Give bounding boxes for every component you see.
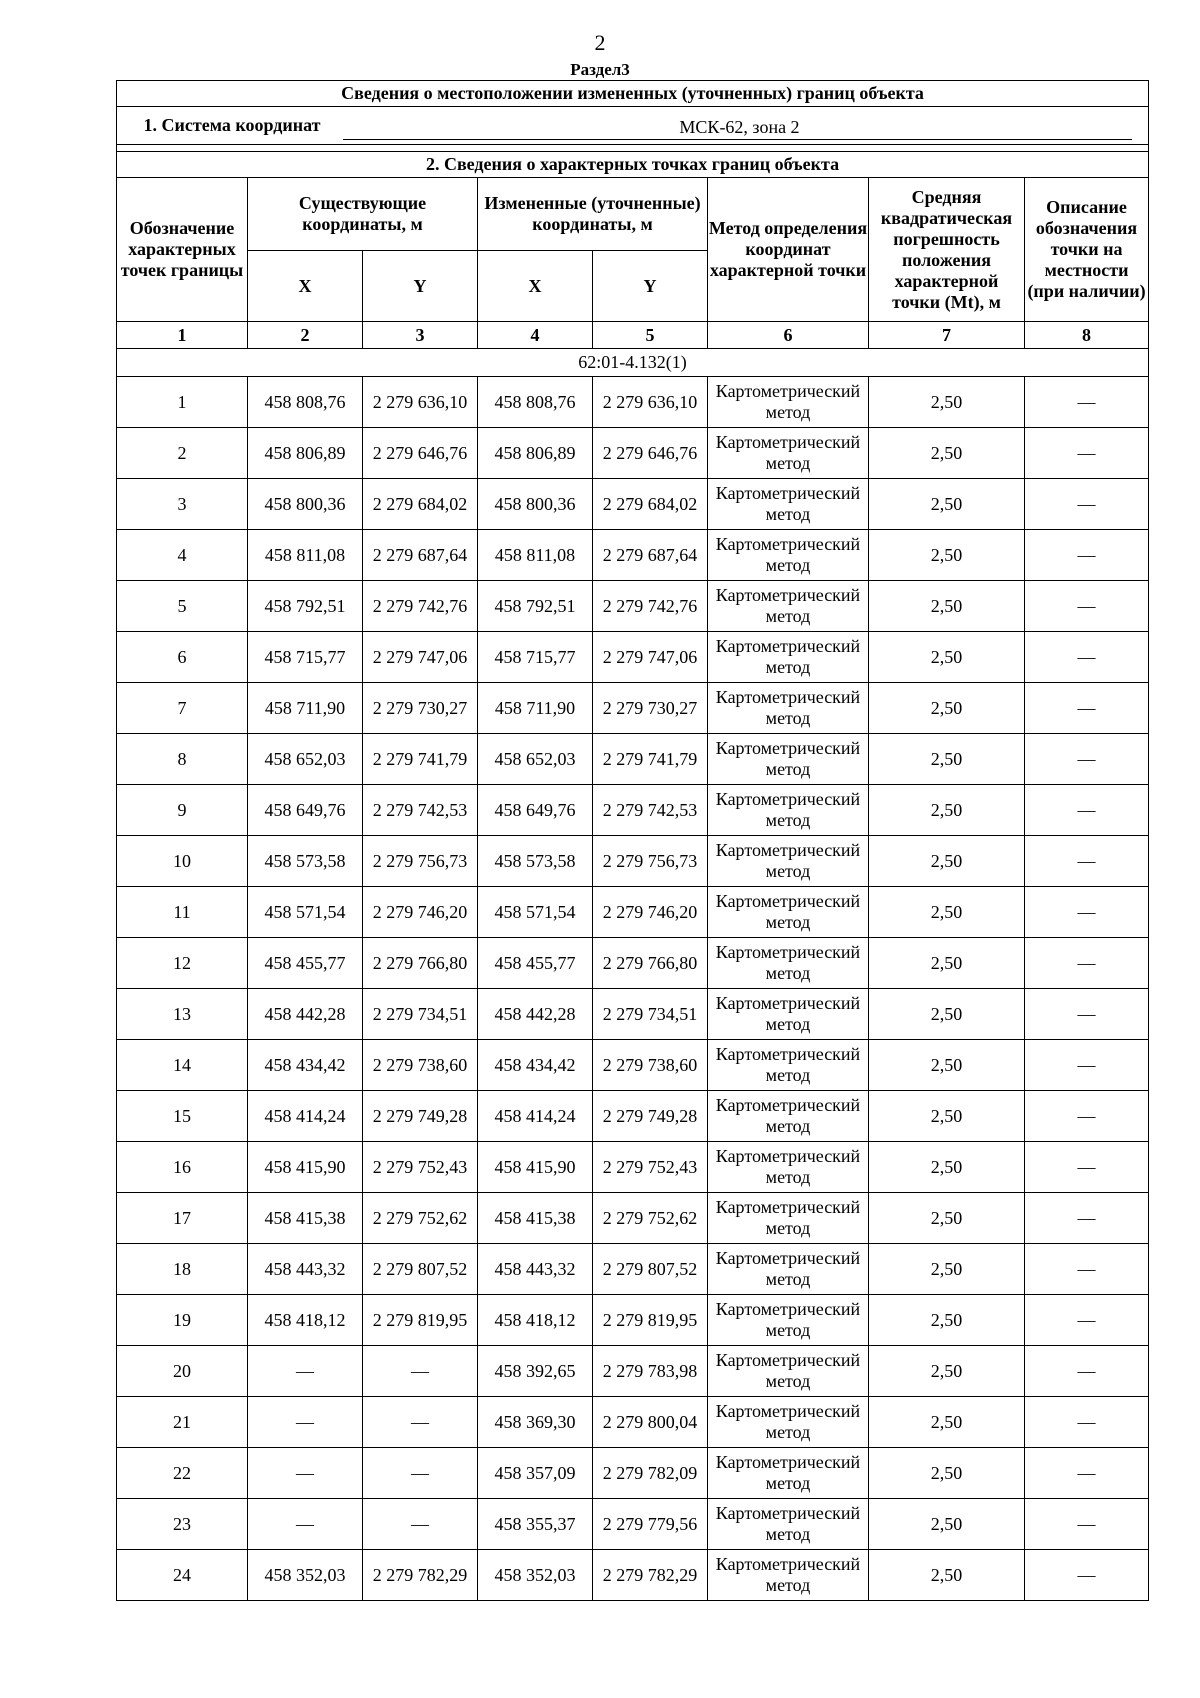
existing-y-cell: 2 279 687,64 (363, 530, 478, 581)
existing-y-cell: 2 279 749,28 (363, 1091, 478, 1142)
point-number-cell: 18 (117, 1244, 248, 1295)
description-cell: — (1025, 1448, 1149, 1499)
description-cell: — (1025, 1091, 1149, 1142)
description-cell: — (1025, 1346, 1149, 1397)
method-cell: Картометрический метод (708, 1550, 869, 1601)
page-number: 2 (594, 30, 606, 55)
description-cell: — (1025, 1040, 1149, 1091)
table-row (117, 1448, 1149, 1499)
changed-y-cell: 2 279 766,80 (593, 938, 708, 989)
changed-x-cell: 458 652,03 (478, 734, 593, 785)
method-cell: Картометрический метод (708, 1346, 869, 1397)
error-mt-cell: 2,50 (869, 428, 1025, 479)
point-number-cell: 17 (117, 1193, 248, 1244)
column-number: 4 (478, 322, 593, 349)
table-title: Сведения о местоположении измененных (уточненных) границ объекта (117, 81, 1149, 107)
existing-x-cell: — (248, 1499, 363, 1550)
changed-x-cell: 458 571,54 (478, 887, 593, 938)
existing-y-cell: 2 279 741,79 (363, 734, 478, 785)
changed-y-cell: 2 279 807,52 (593, 1244, 708, 1295)
changed-x-cell: 458 415,38 (478, 1193, 593, 1244)
method-cell: Картометрический метод (708, 1499, 869, 1550)
existing-x-cell: 458 806,89 (248, 428, 363, 479)
changed-y-cell: 2 279 752,62 (593, 1193, 708, 1244)
method-cell: Картометрический метод (708, 1397, 869, 1448)
error-mt-cell: 2,50 (869, 1244, 1025, 1295)
changed-y-cell: 2 279 783,98 (593, 1346, 708, 1397)
existing-x-cell: 458 571,54 (248, 887, 363, 938)
method-cell: Картометрический метод (708, 1448, 869, 1499)
changed-x-cell: 458 800,36 (478, 479, 593, 530)
description-cell: — (1025, 989, 1149, 1040)
existing-y-cell: 2 279 738,60 (363, 1040, 478, 1091)
error-mt-cell: 2,50 (869, 683, 1025, 734)
description-cell: — (1025, 581, 1149, 632)
error-mt-cell: 2,50 (869, 785, 1025, 836)
column-number: 3 (363, 322, 478, 349)
method-cell: Картометрический метод (708, 530, 869, 581)
header-existing-coords: Существующие координаты, м (248, 178, 478, 251)
error-mt-cell: 2,50 (869, 989, 1025, 1040)
changed-x-cell: 458 455,77 (478, 938, 593, 989)
column-number: 6 (708, 322, 869, 349)
object-id: 62:01-4.132(1) (117, 349, 1149, 377)
method-cell: Картометрический метод (708, 1091, 869, 1142)
description-cell: — (1025, 1550, 1149, 1601)
changed-y-cell: 2 279 730,27 (593, 683, 708, 734)
table-row (117, 1091, 1149, 1142)
description-cell: — (1025, 887, 1149, 938)
description-cell: — (1025, 530, 1149, 581)
existing-y-cell: — (363, 1499, 478, 1550)
existing-x-cell: 458 573,58 (248, 836, 363, 887)
existing-y-cell: — (363, 1346, 478, 1397)
point-number-cell: 1 (117, 377, 248, 428)
error-mt-cell: 2,50 (869, 836, 1025, 887)
description-cell: — (1025, 377, 1149, 428)
changed-x-cell: 458 811,08 (478, 530, 593, 581)
method-cell: Картометрический метод (708, 938, 869, 989)
error-mt-cell: 2,50 (869, 1142, 1025, 1193)
changed-y-cell: 2 279 749,28 (593, 1091, 708, 1142)
point-number-cell: 4 (117, 530, 248, 581)
method-cell: Картометрический метод (708, 836, 869, 887)
existing-y-cell: 2 279 734,51 (363, 989, 478, 1040)
method-cell: Картометрический метод (708, 1040, 869, 1091)
point-number-cell: 11 (117, 887, 248, 938)
error-mt-cell: 2,50 (869, 632, 1025, 683)
description-cell: — (1025, 836, 1149, 887)
error-mt-cell: 2,50 (869, 887, 1025, 938)
table-row (117, 1040, 1149, 1091)
table-row (117, 938, 1149, 989)
changed-y-cell: 2 279 684,02 (593, 479, 708, 530)
point-number-cell: 14 (117, 1040, 248, 1091)
existing-y-cell: 2 279 742,53 (363, 785, 478, 836)
point-number-cell: 3 (117, 479, 248, 530)
column-number: 2 (248, 322, 363, 349)
existing-x-cell: 458 442,28 (248, 989, 363, 1040)
method-cell: Картометрический метод (708, 632, 869, 683)
table-row (117, 1193, 1149, 1244)
header-error: Средняя квадратическая погрешность положения характерной точки (Mt), м (869, 178, 1025, 322)
point-number-cell: 21 (117, 1397, 248, 1448)
method-cell: Картометрический метод (708, 683, 869, 734)
existing-y-cell: 2 279 807,52 (363, 1244, 478, 1295)
header-designation: Обозначение характерных точек границы (117, 178, 248, 322)
changed-x-cell: 458 369,30 (478, 1397, 593, 1448)
changed-y-cell: 2 279 779,56 (593, 1499, 708, 1550)
error-mt-cell: 2,50 (869, 1448, 1025, 1499)
point-number-cell: 19 (117, 1295, 248, 1346)
coordinate-system-label: 1. Система координат (143, 115, 321, 135)
description-cell: — (1025, 428, 1149, 479)
method-cell: Картометрический метод (708, 1142, 869, 1193)
changed-x-cell: 458 418,12 (478, 1295, 593, 1346)
existing-x-cell: 458 414,24 (248, 1091, 363, 1142)
table-row (117, 377, 1149, 428)
existing-y-cell: — (363, 1397, 478, 1448)
table-row (117, 683, 1149, 734)
point-number-cell: 22 (117, 1448, 248, 1499)
table-row (117, 581, 1149, 632)
existing-x-cell: 458 415,38 (248, 1193, 363, 1244)
existing-x-cell: 458 811,08 (248, 530, 363, 581)
column-number: 8 (1025, 322, 1149, 349)
coordinate-system-row (117, 107, 1149, 145)
existing-y-cell: 2 279 747,06 (363, 632, 478, 683)
description-cell: — (1025, 1193, 1149, 1244)
changed-x-cell: 458 392,65 (478, 1346, 593, 1397)
method-cell: Картометрический метод (708, 785, 869, 836)
existing-x-cell: — (248, 1397, 363, 1448)
point-number-cell: 6 (117, 632, 248, 683)
table-row (117, 479, 1149, 530)
section-title: Раздел3 (570, 60, 630, 79)
existing-x-cell: — (248, 1448, 363, 1499)
point-number-cell: 7 (117, 683, 248, 734)
changed-y-cell: 2 279 741,79 (593, 734, 708, 785)
table-row (117, 428, 1149, 479)
existing-x-cell: 458 800,36 (248, 479, 363, 530)
changed-x-cell: 458 715,77 (478, 632, 593, 683)
description-cell: — (1025, 1244, 1149, 1295)
description-cell: — (1025, 683, 1149, 734)
column-number: 7 (869, 322, 1025, 349)
changed-x-cell: 458 442,28 (478, 989, 593, 1040)
existing-y-cell: 2 279 752,43 (363, 1142, 478, 1193)
changed-y-cell: 2 279 747,06 (593, 632, 708, 683)
existing-x-cell: 458 352,03 (248, 1550, 363, 1601)
table-row (117, 887, 1149, 938)
existing-y-cell: 2 279 742,76 (363, 581, 478, 632)
error-mt-cell: 2,50 (869, 479, 1025, 530)
point-number-cell: 9 (117, 785, 248, 836)
error-mt-cell: 2,50 (869, 938, 1025, 989)
changed-y-cell: 2 279 646,76 (593, 428, 708, 479)
header-changed-coords: Измененные (уточненные) координаты, м (478, 178, 708, 251)
changed-y-cell: 2 279 746,20 (593, 887, 708, 938)
method-cell: Картометрический метод (708, 1244, 869, 1295)
existing-y-cell: 2 279 636,10 (363, 377, 478, 428)
table-row (117, 1346, 1149, 1397)
coordinate-system-value: МСК-62, зона 2 (343, 115, 1132, 140)
method-cell: Картометрический метод (708, 1295, 869, 1346)
changed-x-cell: 458 573,58 (478, 836, 593, 887)
table-row (117, 785, 1149, 836)
changed-x-cell: 458 806,89 (478, 428, 593, 479)
existing-x-cell: 458 652,03 (248, 734, 363, 785)
changed-x-cell: 458 649,76 (478, 785, 593, 836)
table-row (117, 1142, 1149, 1193)
point-number-cell: 2 (117, 428, 248, 479)
point-number-cell: 12 (117, 938, 248, 989)
existing-x-cell: 458 434,42 (248, 1040, 363, 1091)
header-description: Описание обозначения точки на местности (при наличии) (1025, 178, 1149, 322)
method-cell: Картометрический метод (708, 1193, 869, 1244)
changed-y-cell: 2 279 636,10 (593, 377, 708, 428)
description-cell: — (1025, 479, 1149, 530)
changed-x-cell: 458 434,42 (478, 1040, 593, 1091)
table-row (117, 1295, 1149, 1346)
changed-x-cell: 458 352,03 (478, 1550, 593, 1601)
point-number-cell: 23 (117, 1499, 248, 1550)
point-number-cell: 16 (117, 1142, 248, 1193)
error-mt-cell: 2,50 (869, 1346, 1025, 1397)
table-row (117, 989, 1149, 1040)
changed-y-cell: 2 279 752,43 (593, 1142, 708, 1193)
description-cell: — (1025, 938, 1149, 989)
error-mt-cell: 2,50 (869, 1295, 1025, 1346)
existing-x-cell: 458 711,90 (248, 683, 363, 734)
header-method: Метод определения координат характерной точки (708, 178, 869, 322)
changed-y-cell: 2 279 687,64 (593, 530, 708, 581)
description-cell: — (1025, 1499, 1149, 1550)
existing-y-cell: — (363, 1448, 478, 1499)
changed-y-cell: 2 279 738,60 (593, 1040, 708, 1091)
description-cell: — (1025, 785, 1149, 836)
error-mt-cell: 2,50 (869, 1550, 1025, 1601)
existing-x-cell: 458 418,12 (248, 1295, 363, 1346)
existing-x-cell: 458 649,76 (248, 785, 363, 836)
error-mt-cell: 2,50 (869, 1397, 1025, 1448)
existing-y-cell: 2 279 684,02 (363, 479, 478, 530)
table-row (117, 1550, 1149, 1601)
points-section-title: 2. Сведения о характерных точках границ объекта (117, 152, 1149, 178)
method-cell: Картометрический метод (708, 581, 869, 632)
table-row (117, 1397, 1149, 1448)
table-row (117, 530, 1149, 581)
error-mt-cell: 2,50 (869, 1091, 1025, 1142)
existing-y-cell: 2 279 730,27 (363, 683, 478, 734)
method-cell: Картометрический метод (708, 887, 869, 938)
error-mt-cell: 2,50 (869, 734, 1025, 785)
boundary-points-table (116, 80, 1149, 1601)
changed-x-cell: 458 414,24 (478, 1091, 593, 1142)
description-cell: — (1025, 1295, 1149, 1346)
table-row (117, 632, 1149, 683)
description-cell: — (1025, 632, 1149, 683)
table-row (117, 1499, 1149, 1550)
changed-y-cell: 2 279 742,53 (593, 785, 708, 836)
changed-y-cell: 2 279 800,04 (593, 1397, 708, 1448)
changed-y-cell: 2 279 734,51 (593, 989, 708, 1040)
header-changed-y: Y (593, 251, 708, 322)
method-cell: Картометрический метод (708, 989, 869, 1040)
description-cell: — (1025, 1397, 1149, 1448)
point-number-cell: 10 (117, 836, 248, 887)
changed-y-cell: 2 279 782,29 (593, 1550, 708, 1601)
existing-y-cell: 2 279 746,20 (363, 887, 478, 938)
error-mt-cell: 2,50 (869, 377, 1025, 428)
existing-y-cell: 2 279 752,62 (363, 1193, 478, 1244)
error-mt-cell: 2,50 (869, 530, 1025, 581)
point-number-cell: 8 (117, 734, 248, 785)
changed-x-cell: 458 357,09 (478, 1448, 593, 1499)
existing-x-cell: 458 415,90 (248, 1142, 363, 1193)
header-changed-x: X (478, 251, 593, 322)
method-cell: Картометрический метод (708, 734, 869, 785)
point-number-cell: 20 (117, 1346, 248, 1397)
existing-x-cell: 458 443,32 (248, 1244, 363, 1295)
changed-y-cell: 2 279 756,73 (593, 836, 708, 887)
table-row (117, 836, 1149, 887)
error-mt-cell: 2,50 (869, 1193, 1025, 1244)
existing-x-cell: — (248, 1346, 363, 1397)
changed-x-cell: 458 808,76 (478, 377, 593, 428)
existing-x-cell: 458 455,77 (248, 938, 363, 989)
changed-y-cell: 2 279 782,09 (593, 1448, 708, 1499)
header-existing-x: X (248, 251, 363, 322)
point-number-cell: 5 (117, 581, 248, 632)
changed-x-cell: 458 415,90 (478, 1142, 593, 1193)
changed-x-cell: 458 355,37 (478, 1499, 593, 1550)
changed-y-cell: 2 279 819,95 (593, 1295, 708, 1346)
point-number-cell: 13 (117, 989, 248, 1040)
table-row (117, 1244, 1149, 1295)
description-cell: — (1025, 1142, 1149, 1193)
changed-x-cell: 458 792,51 (478, 581, 593, 632)
changed-y-cell: 2 279 742,76 (593, 581, 708, 632)
table-row (117, 734, 1149, 785)
existing-x-cell: 458 808,76 (248, 377, 363, 428)
method-cell: Картометрический метод (708, 377, 869, 428)
existing-y-cell: 2 279 819,95 (363, 1295, 478, 1346)
existing-y-cell: 2 279 766,80 (363, 938, 478, 989)
existing-y-cell: 2 279 756,73 (363, 836, 478, 887)
existing-x-cell: 458 715,77 (248, 632, 363, 683)
point-number-cell: 15 (117, 1091, 248, 1142)
column-number: 5 (593, 322, 708, 349)
method-cell: Картометрический метод (708, 479, 869, 530)
spacer (117, 145, 1149, 152)
point-number-cell: 24 (117, 1550, 248, 1601)
changed-x-cell: 458 443,32 (478, 1244, 593, 1295)
header-existing-y: Y (363, 251, 478, 322)
error-mt-cell: 2,50 (869, 581, 1025, 632)
description-cell: — (1025, 734, 1149, 785)
existing-y-cell: 2 279 782,29 (363, 1550, 478, 1601)
column-number: 1 (117, 322, 248, 349)
error-mt-cell: 2,50 (869, 1040, 1025, 1091)
method-cell: Картометрический метод (708, 428, 869, 479)
error-mt-cell: 2,50 (869, 1499, 1025, 1550)
changed-x-cell: 458 711,90 (478, 683, 593, 734)
existing-x-cell: 458 792,51 (248, 581, 363, 632)
existing-y-cell: 2 279 646,76 (363, 428, 478, 479)
